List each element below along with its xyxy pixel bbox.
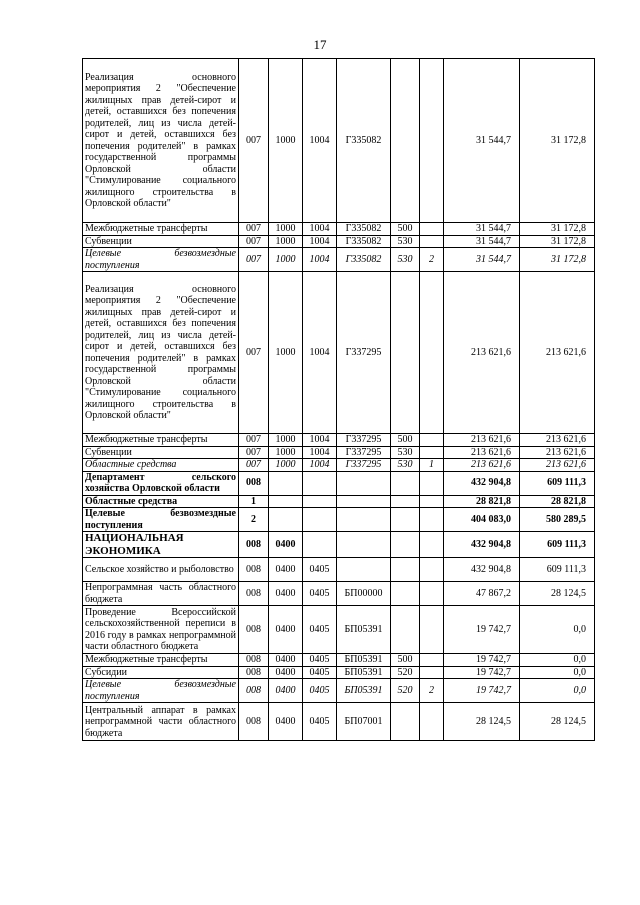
table-cell-name: Целевые безвозмездные поступления — [83, 248, 239, 272]
table-row — [83, 495, 595, 508]
table-cell-expense-type: 520 — [391, 666, 420, 679]
table-cell-section: 0400 — [269, 654, 303, 667]
table-cell-source — [420, 434, 444, 447]
table-cell-expense-type: 520 — [391, 679, 420, 703]
table-cell-target-article: Г337295 — [337, 446, 391, 459]
table-cell-section: 0400 — [269, 703, 303, 741]
table-cell-section — [269, 495, 303, 508]
table-cell-subsection: 0405 — [303, 582, 337, 606]
table-cell-sum-1: 31 544,7 — [444, 59, 520, 223]
table-cell-expense-type — [391, 495, 420, 508]
table-cell-sum-1: 31 544,7 — [444, 235, 520, 248]
table-cell-sum-2: 28 124,5 — [520, 582, 595, 606]
table-cell-target-article — [337, 495, 391, 508]
table-cell-grbs: 1 — [239, 495, 269, 508]
table-cell-grbs: 007 — [239, 223, 269, 236]
table-cell-name: Непрограммная часть областного бюджета — [83, 582, 239, 606]
table-cell-source — [420, 558, 444, 582]
table-cell-section: 0400 — [269, 532, 303, 558]
table-row — [83, 606, 595, 654]
table-cell-sum-2: 31 172,8 — [520, 223, 595, 236]
table-cell-expense-type — [391, 508, 420, 532]
table-cell-target-article: Г337295 — [337, 272, 391, 434]
table-cell-sum-1: 31 544,7 — [444, 223, 520, 236]
table-cell-sum-1: 19 742,7 — [444, 654, 520, 667]
table-cell-expense-type: 530 — [391, 235, 420, 248]
table-cell-section: 1000 — [269, 59, 303, 223]
table-cell-target-article — [337, 508, 391, 532]
table-cell-section — [269, 471, 303, 495]
table-cell-subsection — [303, 495, 337, 508]
table-cell-source — [420, 272, 444, 434]
table-cell-sum-2: 213 621,6 — [520, 446, 595, 459]
table-row — [83, 703, 595, 741]
table-cell-expense-type: 530 — [391, 248, 420, 272]
table-cell-target-article: БП00000 — [337, 582, 391, 606]
table-cell-sum-2: 31 172,8 — [520, 59, 595, 223]
table-cell-target-article: Г337295 — [337, 459, 391, 472]
table-row — [83, 459, 595, 472]
table-cell-source — [420, 495, 444, 508]
table-cell-subsection: 0405 — [303, 558, 337, 582]
table-row — [83, 508, 595, 532]
table-cell-target-article: Г335082 — [337, 248, 391, 272]
table-cell-subsection: 0405 — [303, 654, 337, 667]
table-cell-sum-1: 213 621,6 — [444, 434, 520, 447]
table-row — [83, 223, 595, 236]
table-cell-source — [420, 703, 444, 741]
table-cell-grbs: 007 — [239, 459, 269, 472]
table-row — [83, 532, 595, 558]
table-cell-section: 1000 — [269, 223, 303, 236]
table-cell-grbs: 008 — [239, 666, 269, 679]
table-cell-name: Межбюджетные трансферты — [83, 223, 239, 236]
table-cell-expense-type — [391, 582, 420, 606]
table-cell-expense-type — [391, 558, 420, 582]
table-row — [83, 558, 595, 582]
table-cell-name: Субсидии — [83, 666, 239, 679]
table-cell-name: Департамент сельского хозяйства Орловской области — [83, 471, 239, 495]
table-cell-expense-type — [391, 606, 420, 654]
table-cell-sum-1: 432 904,8 — [444, 471, 520, 495]
table-cell-sum-1: 213 621,6 — [444, 272, 520, 434]
table-cell-source — [420, 666, 444, 679]
table-row — [83, 582, 595, 606]
table-cell-name: Целевые безвозмездные поступления — [83, 679, 239, 703]
table-cell-sum-1: 213 621,6 — [444, 459, 520, 472]
table-row — [83, 248, 595, 272]
table-cell-expense-type: 530 — [391, 446, 420, 459]
table-cell-subsection: 1004 — [303, 248, 337, 272]
table-cell-expense-type — [391, 272, 420, 434]
table-cell-target-article: БП05391 — [337, 666, 391, 679]
table-cell-sum-2: 213 621,6 — [520, 459, 595, 472]
table-cell-sum-2: 31 172,8 — [520, 235, 595, 248]
table-cell-source — [420, 654, 444, 667]
table-cell-source: 2 — [420, 679, 444, 703]
table-cell-expense-type: 500 — [391, 223, 420, 236]
table-cell-section: 0400 — [269, 679, 303, 703]
table-cell-sum-2: 609 111,3 — [520, 558, 595, 582]
table-cell-section: 1000 — [269, 434, 303, 447]
table-cell-subsection: 1004 — [303, 434, 337, 447]
table-cell-name: Проведение Всероссийской сельскохозяйственной переписи в 2016 году в рамках непрограммной части областного бюджета — [83, 606, 239, 654]
table-cell-sum-1: 404 083,0 — [444, 508, 520, 532]
table-cell-target-article — [337, 532, 391, 558]
table-cell-section: 0400 — [269, 582, 303, 606]
table-row — [83, 434, 595, 447]
table-cell-target-article: БП05391 — [337, 606, 391, 654]
table-cell-sum-2: 580 289,5 — [520, 508, 595, 532]
table-cell-target-article: БП05391 — [337, 654, 391, 667]
table-cell-grbs: 008 — [239, 558, 269, 582]
table-cell-name: Межбюджетные трансферты — [83, 654, 239, 667]
table-cell-subsection: 1004 — [303, 59, 337, 223]
table-cell-sum-1: 432 904,8 — [444, 532, 520, 558]
table-cell-section: 1000 — [269, 459, 303, 472]
budget-table — [82, 58, 595, 741]
table-cell-source: 2 — [420, 248, 444, 272]
table-cell-target-article: БП05391 — [337, 679, 391, 703]
table-cell-source — [420, 606, 444, 654]
table-cell-subsection: 1004 — [303, 272, 337, 434]
table-cell-sum-1: 19 742,7 — [444, 606, 520, 654]
table-cell-subsection: 0405 — [303, 703, 337, 741]
table-cell-sum-1: 28 821,8 — [444, 495, 520, 508]
table-cell-grbs: 008 — [239, 532, 269, 558]
table-cell-subsection: 1004 — [303, 459, 337, 472]
table-cell-sum-1: 28 124,5 — [444, 703, 520, 741]
table-cell-sum-1: 47 867,2 — [444, 582, 520, 606]
table-cell-name: Субвенции — [83, 446, 239, 459]
table-cell-source — [420, 446, 444, 459]
table-cell-target-article — [337, 558, 391, 582]
table-row — [83, 59, 595, 223]
table-row — [83, 666, 595, 679]
table-cell-expense-type: 500 — [391, 654, 420, 667]
table-cell-name: Реализация основного мероприятия 2 "Обеспечение жилищных прав детей-сирот и детей, оставшихся без попечения родителей, лиц из числа детей-сирот и детей, оставшихся без попечения родителей" в рамках государственной программы Орловской области "Стимулирование социального жилищного строительства в Орловской области" — [83, 59, 239, 223]
table-cell-grbs: 007 — [239, 59, 269, 223]
table-cell-sum-2: 609 111,3 — [520, 471, 595, 495]
table-cell-expense-type: 530 — [391, 459, 420, 472]
table-cell-sum-2: 609 111,3 — [520, 532, 595, 558]
table-row — [83, 471, 595, 495]
table-cell-subsection: 0405 — [303, 679, 337, 703]
table-row — [83, 446, 595, 459]
table-cell-target-article: БП07001 — [337, 703, 391, 741]
table-cell-name: Областные средства — [83, 459, 239, 472]
table-cell-target-article — [337, 471, 391, 495]
table-cell-subsection: 0405 — [303, 666, 337, 679]
table-row — [83, 235, 595, 248]
table-cell-source — [420, 223, 444, 236]
table-cell-subsection: 0405 — [303, 606, 337, 654]
table-cell-source — [420, 59, 444, 223]
table-cell-grbs: 008 — [239, 582, 269, 606]
table-cell-sum-1: 19 742,7 — [444, 666, 520, 679]
table-cell-name: Субвенции — [83, 235, 239, 248]
table-cell-target-article: Г337295 — [337, 434, 391, 447]
table-cell-sum-1: 19 742,7 — [444, 679, 520, 703]
table-cell-section: 0400 — [269, 666, 303, 679]
table-cell-grbs: 007 — [239, 434, 269, 447]
table-cell-name: Сельское хозяйство и рыболовство — [83, 558, 239, 582]
table-cell-sum-2: 213 621,6 — [520, 272, 595, 434]
table-cell-sum-1: 213 621,6 — [444, 446, 520, 459]
table-cell-source — [420, 235, 444, 248]
table-cell-grbs: 008 — [239, 606, 269, 654]
table-cell-subsection: 1004 — [303, 235, 337, 248]
table-cell-source: 1 — [420, 459, 444, 472]
table-cell-expense-type — [391, 59, 420, 223]
table-cell-expense-type — [391, 471, 420, 495]
table-row — [83, 654, 595, 667]
table-cell-source — [420, 582, 444, 606]
table-cell-sum-2: 28 821,8 — [520, 495, 595, 508]
table-cell-section — [269, 508, 303, 532]
table-cell-subsection — [303, 508, 337, 532]
table-cell-subsection — [303, 532, 337, 558]
table-cell-name: Центральный аппарат в рамках непрограммной части областного бюджета — [83, 703, 239, 741]
table-cell-section: 1000 — [269, 235, 303, 248]
table-cell-section: 0400 — [269, 606, 303, 654]
table-cell-grbs: 008 — [239, 471, 269, 495]
table-cell-sum-2: 0,0 — [520, 654, 595, 667]
table-cell-sum-2: 0,0 — [520, 666, 595, 679]
table-cell-grbs: 008 — [239, 654, 269, 667]
table-cell-name: НАЦИОНАЛЬНАЯ ЭКОНОМИКА — [83, 532, 239, 558]
table-cell-grbs: 008 — [239, 703, 269, 741]
table-cell-grbs: 2 — [239, 508, 269, 532]
table-cell-target-article: Г335082 — [337, 235, 391, 248]
table-cell-target-article: Г335082 — [337, 223, 391, 236]
table-cell-section: 1000 — [269, 272, 303, 434]
table-cell-subsection: 1004 — [303, 446, 337, 459]
table-cell-sum-1: 432 904,8 — [444, 558, 520, 582]
table-cell-expense-type — [391, 703, 420, 741]
page-number: 17 — [313, 37, 327, 52]
table-cell-grbs: 007 — [239, 235, 269, 248]
table-cell-sum-2: 31 172,8 — [520, 248, 595, 272]
table-cell-source — [420, 471, 444, 495]
table-cell-subsection — [303, 471, 337, 495]
table-cell-name: Областные средства — [83, 495, 239, 508]
table-cell-name: Целевые безвозмездные поступления — [83, 508, 239, 532]
table-cell-sum-1: 31 544,7 — [444, 248, 520, 272]
table-cell-sum-2: 213 621,6 — [520, 434, 595, 447]
table-cell-grbs: 007 — [239, 446, 269, 459]
table-cell-subsection: 1004 — [303, 223, 337, 236]
table-cell-sum-2: 28 124,5 — [520, 703, 595, 741]
table-cell-target-article: Г335082 — [337, 59, 391, 223]
table-cell-source — [420, 532, 444, 558]
table-cell-section: 1000 — [269, 248, 303, 272]
table-cell-grbs: 007 — [239, 248, 269, 272]
table-cell-section: 0400 — [269, 558, 303, 582]
table-cell-expense-type — [391, 532, 420, 558]
table-cell-sum-2: 0,0 — [520, 606, 595, 654]
table-cell-expense-type: 500 — [391, 434, 420, 447]
table-row — [83, 272, 595, 434]
table-cell-grbs: 008 — [239, 679, 269, 703]
table-cell-grbs: 007 — [239, 272, 269, 434]
table-cell-sum-2: 0,0 — [520, 679, 595, 703]
table-cell-source — [420, 508, 444, 532]
table-cell-section: 1000 — [269, 446, 303, 459]
table-cell-name: Реализация основного мероприятия 2 "Обеспечение жилищных прав детей-сирот и детей, оставшихся без попечения родителей, лиц из числа детей-сирот и детей, оставшихся без попечения родителей" в рамках государственной программы Орловской области "Стимулирование социального жилищного строительства в Орловской области" — [83, 272, 239, 434]
table-row — [83, 679, 595, 703]
table-cell-name: Межбюджетные трансферты — [83, 434, 239, 447]
